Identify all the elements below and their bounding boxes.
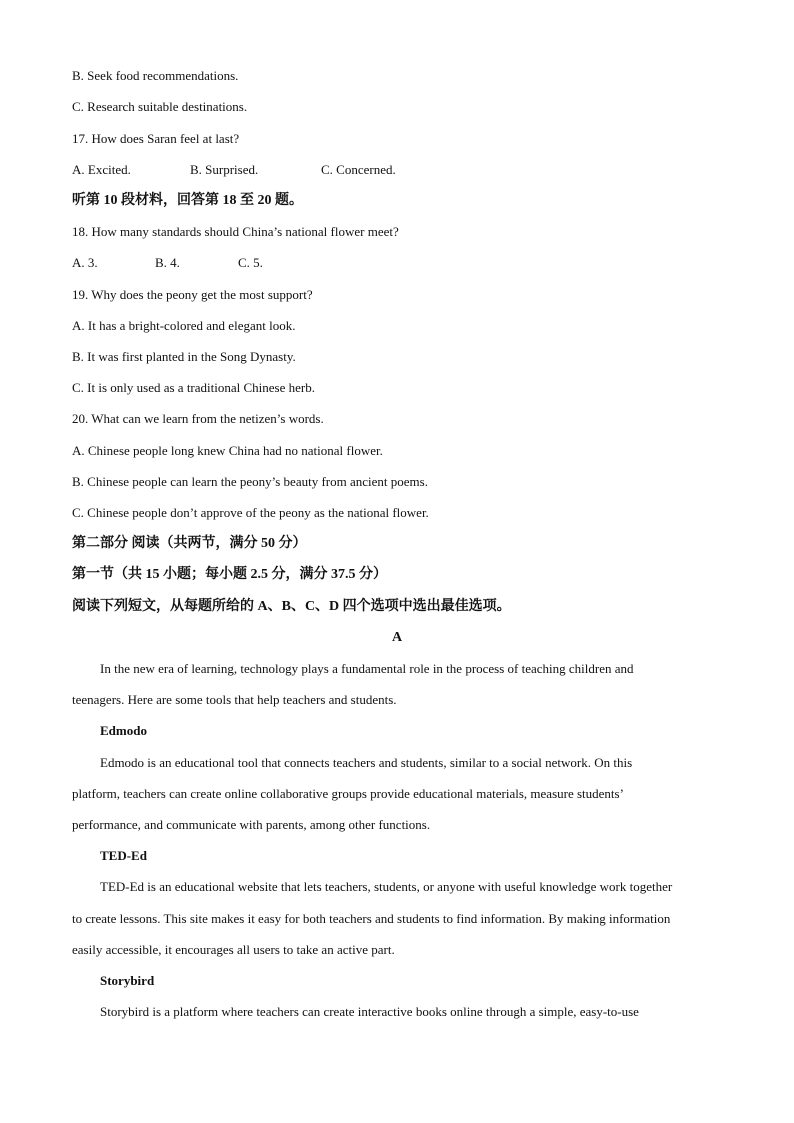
section1-header: 第一节（共 15 小题；每小题 2.5 分，满分 37.5 分） xyxy=(72,567,387,582)
q20-option-b: B. Chinese people can learn the peony’s beauty from ancient poems. xyxy=(72,474,428,489)
q20-question: 20. What can we learn from the netizen’s words. xyxy=(72,411,324,426)
q20-option-a: A. Chinese people long knew China had no national flower. xyxy=(72,443,383,458)
q17-option-b: B. Surprised. xyxy=(190,162,259,177)
reading-instructions: 阅读下列短文，从每题所给的 A、B、C、D 四个选项中选出最佳选项。 xyxy=(72,599,511,614)
q20-option-c: C. Chinese people don’t approve of the peony as the national flower. xyxy=(72,505,429,520)
ted-ed-line-3: easily accessible, it encourages all users to take an active part. xyxy=(72,942,395,957)
q18-question: 18. How many standards should China’s national flower meet? xyxy=(72,224,399,239)
q17-option-c: C. Concerned. xyxy=(321,162,396,177)
q19-question: 19. Why does the peony get the most support? xyxy=(72,287,313,302)
passage-intro-line-2: teenagers. Here are some tools that help teachers and students. xyxy=(72,692,397,707)
q19-option-c: C. It is only used as a traditional Chinese herb. xyxy=(72,380,315,395)
q19-option-a: A. It has a bright-colored and elegant look. xyxy=(72,318,296,333)
edmodo-title: Edmodo xyxy=(100,723,147,738)
storybird-line-1: Storybird is a platform where teachers can create interactive books online through a simple, easy-to-use xyxy=(100,1004,639,1019)
ted-ed-line-2: to create lessons. This site makes it easy for both teachers and students to find information. By making information xyxy=(72,911,671,926)
edmodo-line-3: performance, and communicate with parents, among other functions. xyxy=(72,817,431,832)
q16-option-c: C. Research suitable destinations. xyxy=(72,99,248,114)
storybird-title: Storybird xyxy=(100,973,155,988)
passage-intro-line-1: In the new era of learning, technology plays a fundamental role in the process of teaching children and xyxy=(100,661,634,676)
q17-option-a: A. Excited. xyxy=(72,162,131,177)
passage-letter: A xyxy=(391,630,403,645)
q18-option-a: A. 3. xyxy=(72,255,98,270)
ted-ed-title: TED-Ed xyxy=(100,848,147,863)
q17-question: 17. How does Saran feel at last? xyxy=(72,131,240,146)
edmodo-line-1: Edmodo is an educational tool that connects teachers and students, similar to a social network. On this xyxy=(100,755,633,770)
section10-header: 听第 10 段材料，回答第 18 至 20 题。 xyxy=(72,193,303,208)
q18-option-c: C. 5. xyxy=(238,255,263,270)
q16-option-b: B. Seek food recommendations. xyxy=(72,68,239,83)
part2-header: 第二部分 阅读（共两节，满分 50 分） xyxy=(72,536,307,551)
ted-ed-line-1: TED-Ed is an educational website that lets teachers, students, or anyone with useful knowledge work together xyxy=(100,879,673,894)
q19-option-b: B. It was first planted in the Song Dynasty. xyxy=(72,349,296,364)
q18-option-b: B. 4. xyxy=(155,255,180,270)
edmodo-line-2: platform, teachers can create online collaborative groups provide educational materials, measure students’ xyxy=(72,786,624,801)
